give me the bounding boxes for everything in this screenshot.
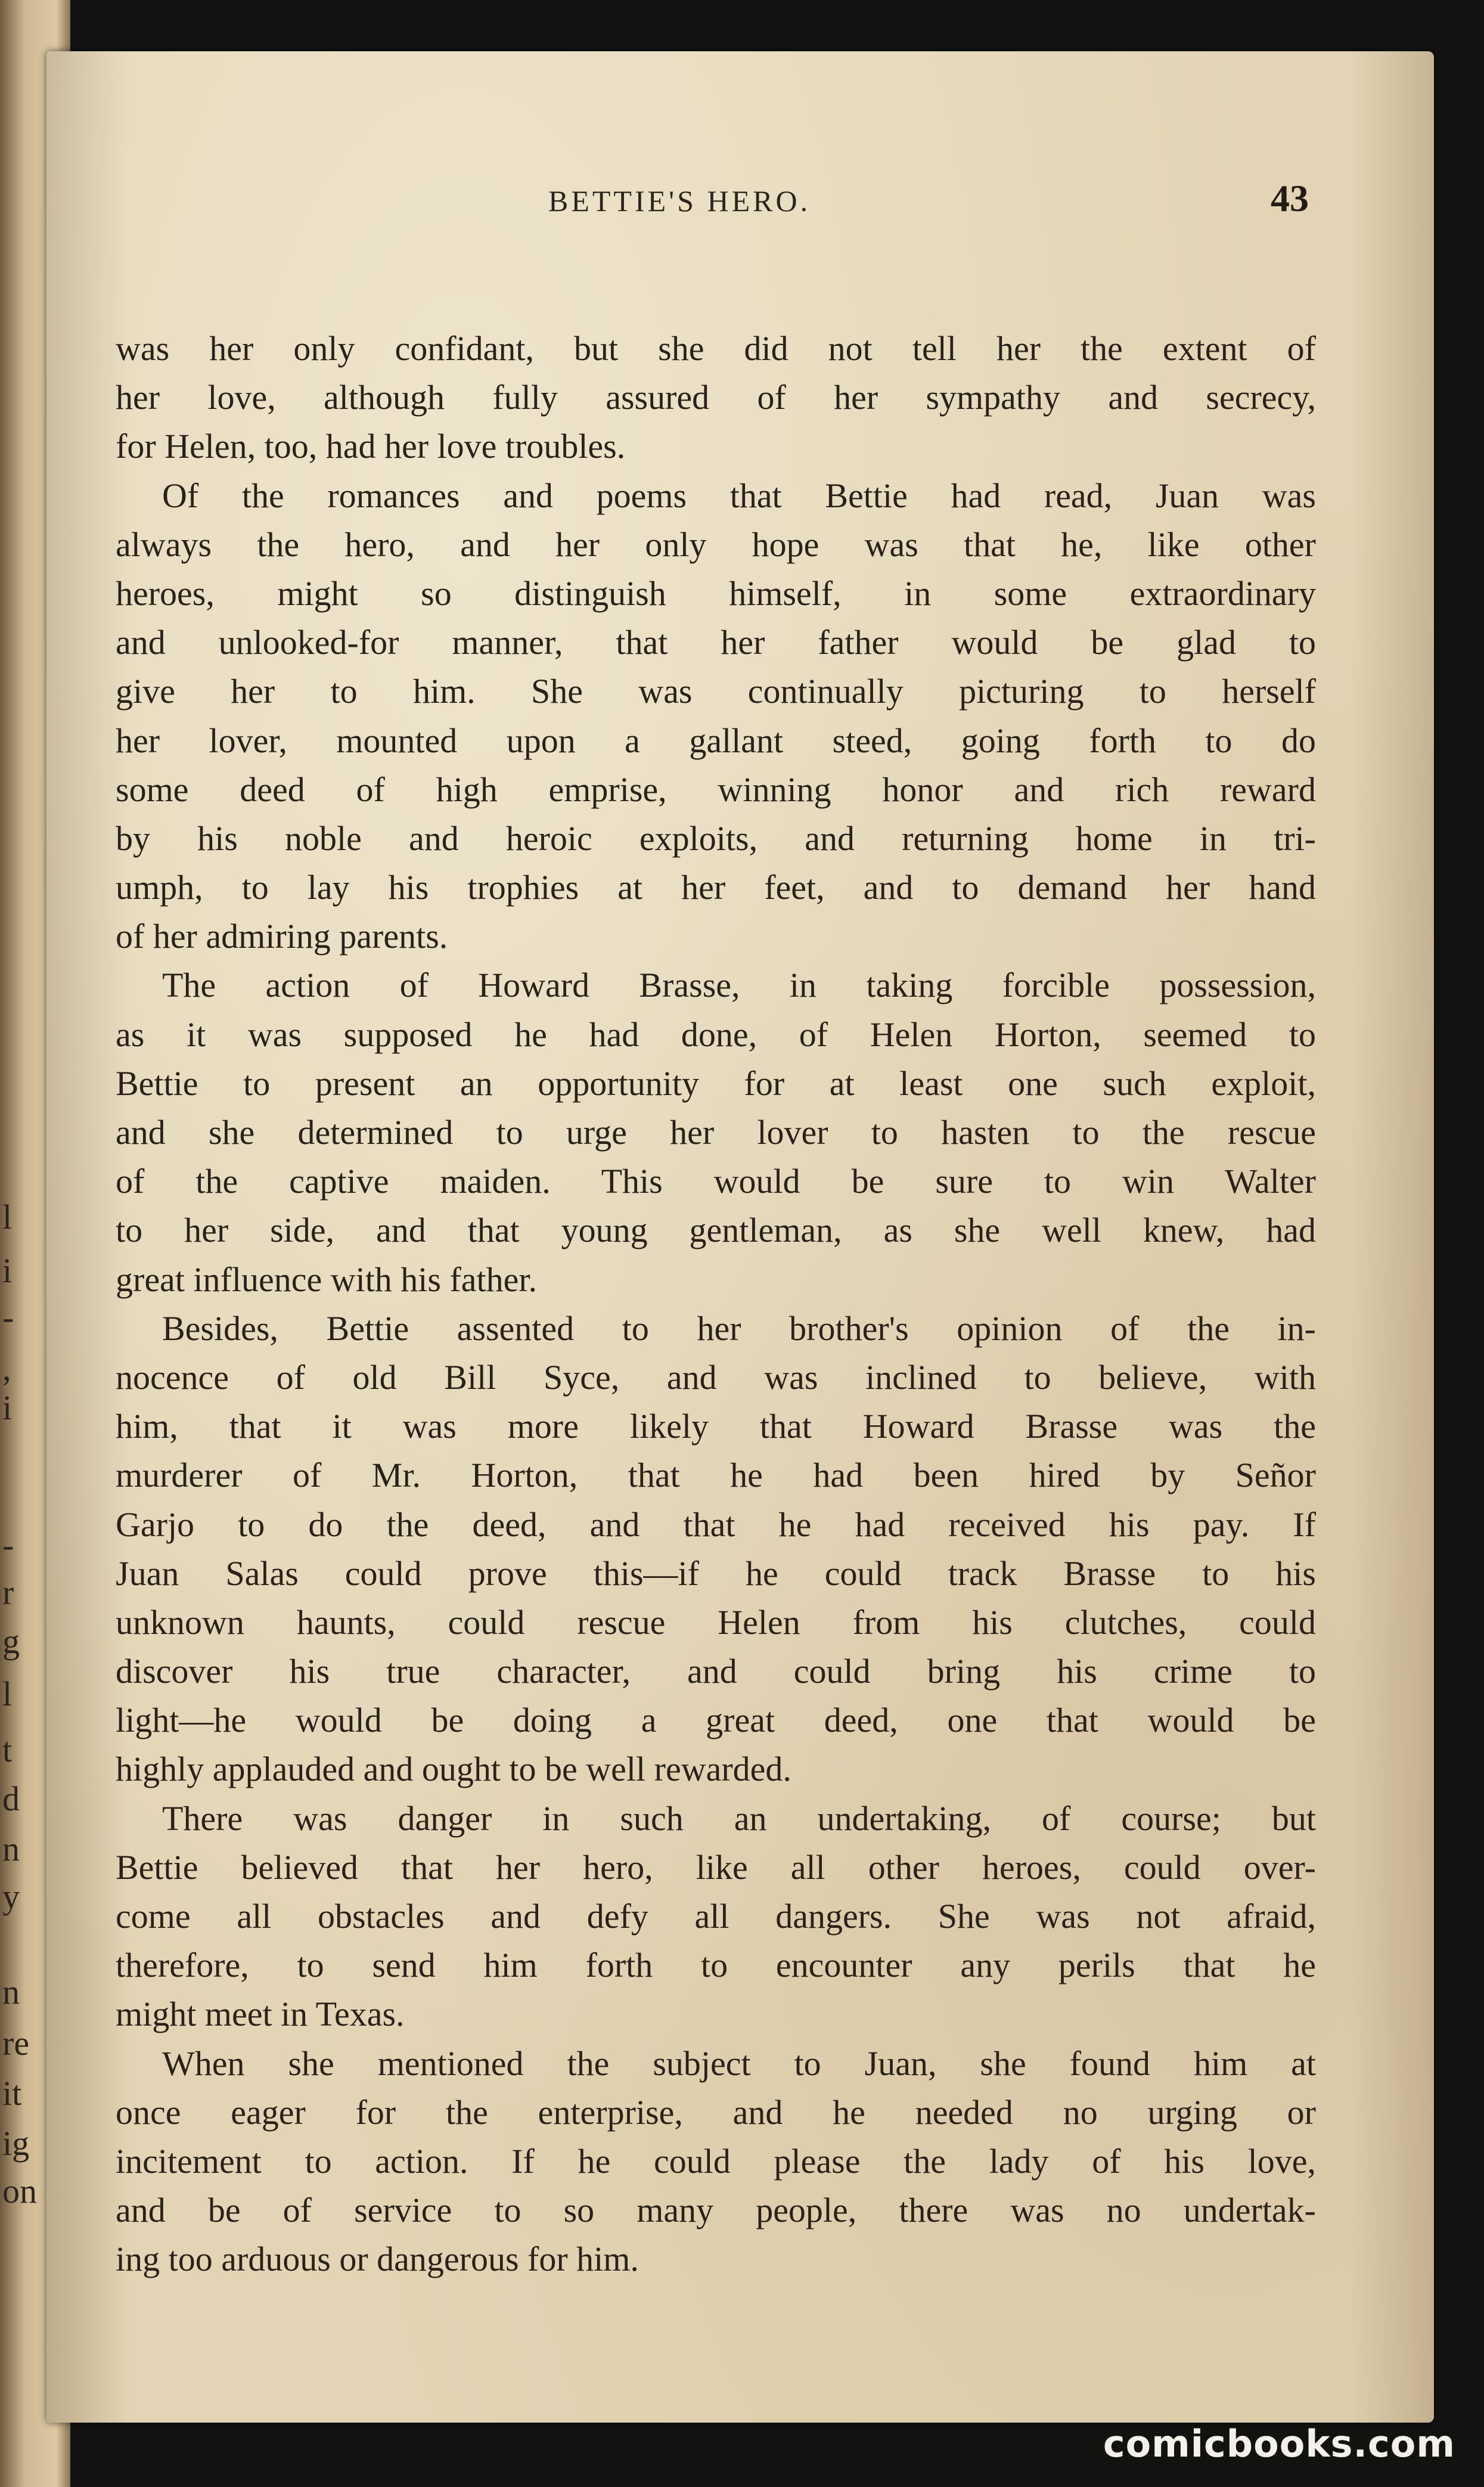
text-line: Of the romances and poems that Bettie had read, Juan was xyxy=(162,476,1316,515)
text-line: therefore, to send him forth to encounter any perils that he xyxy=(116,1946,1316,1985)
text-line: There was danger in such an undertaking, of course; but xyxy=(162,1798,1316,1838)
book-page xyxy=(46,51,1434,2423)
previous-page-fragment: , xyxy=(2,1349,11,1388)
paragraph xyxy=(116,472,1316,962)
previous-page-fragment: it xyxy=(2,2074,22,2113)
text-line: Bettie believed that her hero, like all other heroes, could over- xyxy=(116,1847,1316,1887)
text-line: nocence of old Bill Syce, and was inclined to believe, with xyxy=(116,1357,1316,1397)
text-line: great influence with his father. xyxy=(116,1260,538,1299)
watermark: comicbooks.com xyxy=(1103,2422,1455,2466)
text-line: give her to him. She was continually picturing to herself xyxy=(116,672,1316,711)
previous-page-fragment: n xyxy=(2,1829,20,1868)
paragraph xyxy=(116,1304,1316,1794)
previous-page-fragment: l xyxy=(2,1198,13,1236)
paragraph xyxy=(116,2039,1316,2284)
text-line: to her side, and that young gentleman, as she well knew, had xyxy=(116,1211,1316,1250)
previous-page-fragment: g xyxy=(2,1622,20,1661)
text-line: her lover, mounted upon a gallant steed, going forth to do xyxy=(116,721,1316,760)
text-line: murderer of Mr. Horton, that he had been hired by Señor xyxy=(116,1456,1316,1495)
text-line: Bettie to present an opportunity for at least one such exploit, xyxy=(116,1063,1316,1103)
previous-page-fragment: - xyxy=(2,1298,14,1336)
text-line: and be of service to so many people, there was no undertak- xyxy=(116,2191,1316,2230)
body-text xyxy=(116,324,1316,2284)
text-line: some deed of high emprise, winning honor and rich reward xyxy=(116,770,1316,809)
paragraph xyxy=(116,1794,1316,2039)
text-line: him, that it was more likely that Howard Brasse was the xyxy=(116,1407,1316,1446)
running-head-title: BETTIE'S HERO. xyxy=(548,184,811,218)
text-line: light—he would be doing a great deed, one that would be xyxy=(116,1701,1316,1740)
text-line: unknown haunts, could rescue Helen from his clutches, could xyxy=(116,1602,1316,1642)
previous-page-fragment: l xyxy=(2,1674,13,1713)
text-line: and she determined to urge her lover to hasten to the rescue xyxy=(116,1113,1316,1152)
text-line: ing too arduous or dangerous for him. xyxy=(116,2240,639,2279)
text-line: for Helen, too, had her love troubles. xyxy=(116,427,626,466)
text-line: always the hero, and her only hope was that he, like other xyxy=(116,525,1316,564)
running-head xyxy=(46,176,1434,230)
text-line: When she mentioned the subject to Juan, she found him at xyxy=(162,2043,1316,2083)
previous-page-fragment: - xyxy=(2,1525,14,1564)
previous-page-fragment: i xyxy=(2,1388,13,1427)
previous-page-fragment: ig xyxy=(2,2124,30,2163)
previous-page-fragment: r xyxy=(2,1573,14,1612)
previous-page-fragment: t xyxy=(2,1731,13,1769)
text-line: come all obstacles and defy all dangers. She was not afraid, xyxy=(116,1897,1316,1936)
text-line: her love, although fully assured of her sympathy and secrecy, xyxy=(116,378,1316,417)
text-line: highly applauded and ought to be well rewarded. xyxy=(116,1750,791,1789)
previous-page-fragment: d xyxy=(2,1779,20,1818)
text-line: was her only confidant, but she did not tell her the extent of xyxy=(116,329,1316,368)
text-line: heroes, might so distinguish himself, in some extraordinary xyxy=(116,573,1316,613)
text-line: Garjo to do the deed, and that he had received his pay. If xyxy=(116,1505,1316,1544)
text-line: might meet in Texas. xyxy=(116,1995,405,2034)
text-line: by his noble and heroic exploits, and returning home in tri- xyxy=(116,818,1316,858)
text-line: of the captive maiden. This would be sure to win Walter xyxy=(116,1162,1316,1201)
text-line: incitement to action. If he could please the lady of his love, xyxy=(116,2141,1316,2181)
text-line: umph, to lay his trophies at her feet, and to demand her hand xyxy=(116,868,1316,907)
previous-page-fragment: i xyxy=(2,1251,13,1290)
text-line: Juan Salas could prove this—if he could track Brasse to his xyxy=(116,1553,1316,1593)
page-number: 43 xyxy=(1271,177,1309,219)
paragraph xyxy=(116,961,1316,1304)
text-line: once eager for the enterprise, and he needed no urging or xyxy=(116,2092,1316,2132)
text-line: and unlooked-for manner, that her father would be glad to xyxy=(116,623,1316,662)
previous-page-fragment: y xyxy=(2,1877,20,1916)
text-line: The action of Howard Brasse, in taking forcible possession, xyxy=(162,966,1316,1005)
text-line: Besides, Bettie assented to her brother's opinion of the in- xyxy=(162,1308,1316,1348)
text-line: discover his true character, and could bring his crime to xyxy=(116,1652,1316,1691)
previous-page-fragment: re xyxy=(2,2024,30,2063)
previous-page-fragment: n xyxy=(2,1973,20,2011)
text-line: of her admiring parents. xyxy=(116,917,448,956)
previous-page-fragment: on xyxy=(2,2172,37,2210)
paragraph xyxy=(116,324,1316,472)
text-line: as it was supposed he had done, of Helen Horton, seemed to xyxy=(116,1015,1316,1054)
